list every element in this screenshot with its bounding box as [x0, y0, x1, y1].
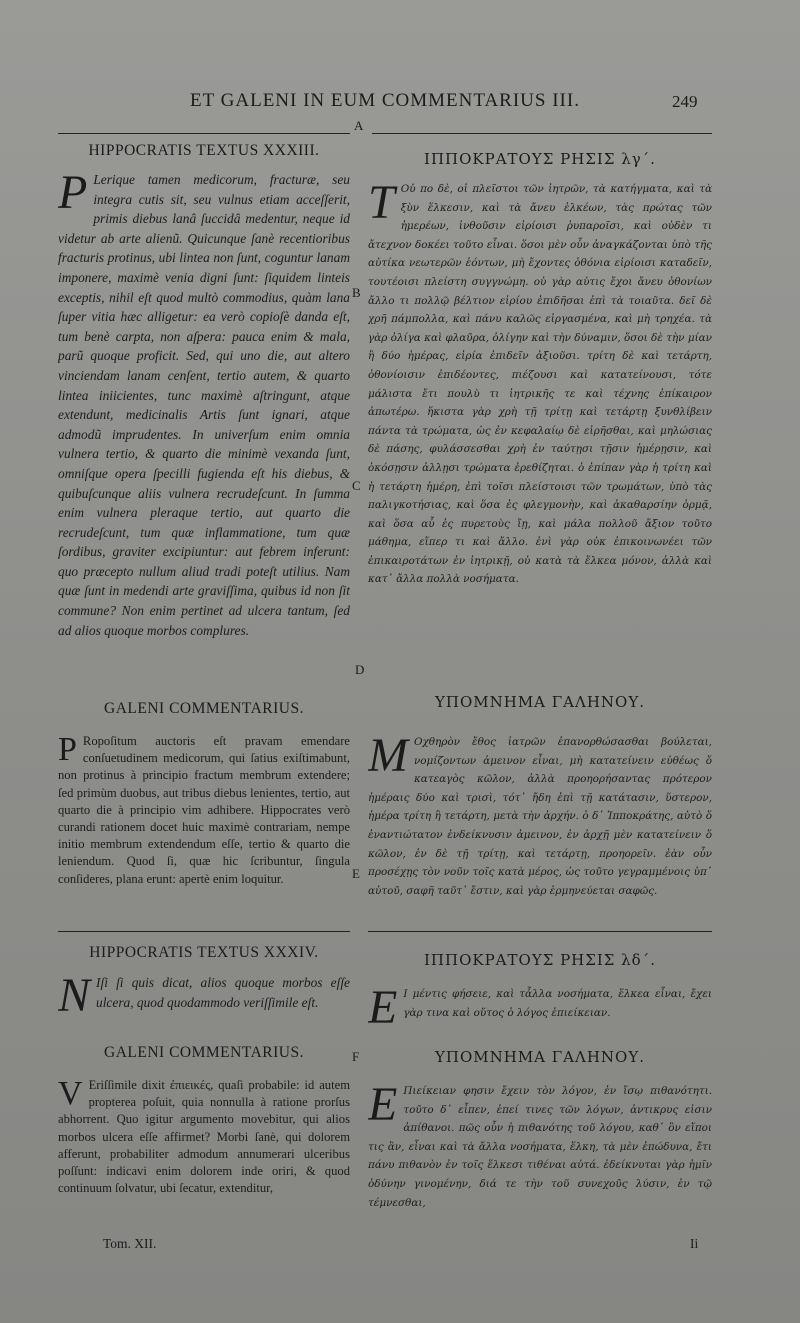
- paragraph-body: Iſi ſi quis dicat, alios quoque morbos eſſe ulcera, quod quodammodo veriſſimile eſt.: [96, 975, 350, 1010]
- running-head: ET GALENI IN EUM COMMENTARIUS III.: [190, 90, 580, 111]
- dropcap: V: [58, 1077, 83, 1112]
- margin-letter-a: A: [354, 118, 364, 133]
- dropcap: N: [58, 973, 91, 1022]
- gathering-signature: Ii: [690, 1236, 699, 1251]
- hypomnema-galenou-2-heading: ΥΠΟΜΝΗΜΑ ΓΑΛΗΝΟΥ.: [434, 1048, 646, 1066]
- hippocratis-textus-33-section: [58, 170, 350, 710]
- hippocratis-textus-33-text: [58, 170, 350, 640]
- hypomnema-galenou-1-heading: ΥΠΟΜΝΗΜΑ ΓΑΛΗΝΟΥ.: [434, 693, 646, 711]
- hippocratous-rhesis-33-heading: ΙΠΠΟΚΡΑΤΟΥΣ ΡΗΣΙΣ λγ΄.: [424, 150, 656, 168]
- hypomnema-galenou-1-section: [368, 733, 712, 911]
- margin-letter-f: F: [352, 1049, 360, 1064]
- hippocratis-textus-33-heading: HIPPOCRATIS TEXTUS XXXIII.: [88, 142, 320, 159]
- dropcap: P: [58, 733, 77, 768]
- margin-letter-c: C: [352, 478, 361, 493]
- paragraph-body: Ι μέντις φήσειε, καὶ τἆλλα νοσήματα, ἕλκεα εἶναι, ἔχει γὰρ τινα καὶ οὕτος ὁ λόγος ἐπιείκειαν.: [403, 988, 712, 1019]
- dropcap: P: [58, 170, 88, 219]
- galeni-commentarius-2-section: [58, 1077, 350, 1237]
- head-rule-right: [372, 133, 712, 134]
- dropcap: Μ: [368, 733, 408, 782]
- hypomnema-galenou-2-text: [368, 1082, 712, 1212]
- dropcap: Τ: [368, 180, 395, 229]
- galeni-commentarius-1-heading: GALENI COMMENTARIUS.: [104, 700, 304, 717]
- paragraph-body: Lerique tamen medicorum, fracturæ, seu integra cutis sit, seu vulnus etiam acceſſerit, primis diebus lanâ ſuccidâ medentur, neque id videtur ab arte alienũ. Quicunque ſanè recentioribus fracturis protinus, ubi lintea non ſunt, coguntur lanam imponere, maximè venia digni ſunt: ſiquidem linteis exceptis, nihil eſt quod multò commodius, quàm lana ſuper vitia hæc alligetur: ea verò copioſè danda eſt, tum benè carpta, non aſpera: pauca enim & mala, parũ quoque proficit. Sed, qui uno die, aut altero vinciendam lanam cenſent, tertio autem, & quarto lintea iniicientes, tunc maximè aſtringunt, atque extendunt, medicinalis Artis ſunt ignari, atque admodũ imprudentes. In univerſum enim omnia vulnera tertio, & quarto die minimè vexanda ſunt, omniſque opera ſpecilli fugienda eſt his diebus, & quibuſcunque aliis vulnera recrudeſcunt. In ſumma enim vulnera pleraque tertio, aut quarto die recrudeſcunt, tum quæ inflammatione, tum quæ ſordibus, graviter excipiuntur: aut febrem inferunt: quo præcepto nullum aliud tradi poteſt utilius. Nam quæ ſunt in medendi arte graviſſima, quibus id non ſit commune? Non enim pertinet ad ulcera tantum, ſed ad alios quoque morbos complures.: [58, 172, 350, 638]
- hippocratous-rhesis-34-text: [368, 985, 712, 1033]
- galeni-commentarius-1-section: [58, 733, 350, 911]
- hippocratous-rhesis-33-text: [368, 180, 712, 589]
- section-rule-left: [58, 931, 350, 932]
- hippocratous-rhesis-34-heading: ΙΠΠΟΚΡΑΤΟΥΣ ΡΗΣΙΣ λδ΄.: [424, 951, 656, 969]
- paragraph-body: Eriſſimile dixit ἐπιεικές, quaſi probabile: id autem propterea poſuit, quia nonnulla à ratione prorſus abhorrent. Quo igitur argumento movebitur, qui alios morbos ulcera eſſe affirmet? Morbi ſanè, qui dolorem afferunt, probabiliter admodum annumerari ulceribus poſſunt: indicavi enim dolorem inde oriri, & quod continuum ſolvatur, ubi ſecatur, extenditur,: [58, 1078, 350, 1196]
- hippocratis-textus-34-section: [58, 973, 350, 1035]
- section-rule-right: [368, 931, 712, 932]
- dropcap: Ε: [368, 1082, 398, 1131]
- paragraph-body: Ropoſitum auctoris eſt pravam emendare conſuetudinem medicorum, qui ſatius exiſtimabunt, non protinus à principio fractum membrum extendere; ſed primùm duobus, aut tribus diebus lenientes, tertio, aut quarto die à principio vim adhibere. Hippocrates verò curandi rationem docet huic maximè contrariam, nempe initio membrum extendendum eſſe, tertio & quarto die leniendum. Quod ſi, quæ hic ſcribuntur, ſingula conſideres, plana erunt: apertè enim loquitur.: [58, 734, 350, 886]
- paragraph-body: Οὐ πο δὲ, οἱ πλεῖστοι τῶν ἰητρῶν, τὰ κατήγματα, καὶ τὰ ξὺν ἕλκεσιν, καὶ τὰ ἄνευ ἑλκέων, τὰς πρώτας τῶν ἡμερέων, ἰνθοῦσιν εἰρίοισι ῥυπαροῖσι, καὶ οὐδὲν τι ἄτεχνον δοκέει τοῦτο εἶναι. ὅσοι μὲν οὖν ἀναγκάζονται ὑπὸ τῆς αὐτίκα νεωτερῶν ἐόντων, μὴ ἔχοντες ὀθόνια εἰρίοισι καταδεῖν, τουτέοισι πλείστη συγγνώμη. οὐ γὰρ αὐτις ἔχοι ἄνευ ὀθονίων ἄλλο τι πολλῷ βέλτιον εἰρίου ἐπιδῆσαι ἐπὶ τὰ τοιαῦτα. δεῖ δὲ χρῆ πάμπολλα, καὶ πάνυ καλῶς εἰργασμένα, καὶ μὴ τρηχέα. τὰ γὰρ ὀλίγα καὶ φλαῦρα, ὀλίγην καὶ τὴν δύναμιν, ὅσοι δὲ τὴν μίαν ἢ δύο ἡμέρας, εἰρία ἐπιδεῖν ἀξιοῦσι. τρίτη δὲ καὶ τετάρτη, ὀθονίοισιν ἐπιδέοντες, πιέζουσι καὶ κατατείνουσι, τότε μάλιστα ἔτι πουλὺ τι ἰητρικῆς τε καὶ τέχνης ἐπίκαιρον ἀπωτέρω. ἥκιστα γὰρ χρὴ τῇ τρίτῃ καὶ τετάρτῃ ξυνθλίβειν πάντα τὰ τρώματα, ὡς ἐν κεφαλαίῳ δὲ εἰρῆσθαι, καὶ μηλώσιας δὲ πάσης, φυλάσσεσθαι χρὴ ἐν ταύτῃσι τῇσιν ἡμέρῃσιν, καὶ ὁκόσῃσιν ἀλλῃσι τρώματα ἐρεθίζηται. ὁ ἐπίπαν γὰρ ἡ τρίτη καὶ ἡ τετάρτη ἡμέρη, ἐπὶ τοῖσι πλείστοισι τῶν τρωμάτων, ὑπὸ τὰς παλιγκοτήσιας, καὶ ὅσα ἐς φλεγμονὴν, καὶ ἀκαθαρσίην ὁρμᾷ, καὶ ὅσα αὖ ἐς πυρετοὺς ἴῃ, καὶ μάλα πολλοῦ ἄξιον τοῦτο μάθημα, εἴπερ τι καὶ ἄλλο. ἐνὶ γὰρ οὐκ ἐπικοινωνέει τῶν ἐπικαιροτάτων ἐν ἰητρικῇ, οὐ κατὰ τὰ ἕλκεα μόνον, ἀλλὰ καὶ κατ᾽ ἄλλα πολλὰ νοσήματα.: [368, 183, 712, 586]
- galeni-commentarius-2-text: [58, 1077, 350, 1197]
- margin-letter-d: D: [355, 662, 365, 677]
- hippocratis-textus-34-text: [58, 973, 350, 1022]
- head-rule-left: [58, 133, 350, 134]
- galeni-commentarius-1-text: [58, 733, 350, 888]
- galeni-commentarius-2-heading: GALENI COMMENTARIUS.: [104, 1044, 304, 1061]
- dropcap: Ε: [368, 985, 398, 1033]
- margin-letter-e: E: [352, 866, 360, 881]
- hypomnema-galenou-2-section: [368, 1082, 712, 1232]
- paragraph-body: Οχθηρὸν ἔθος ἰατρῶν ἐπανορθώσασθαι βούλεται, νομίζοντων ἀμεινον εἶναι, μὴ κατατείνειν εὐθέως ὅ κατεαγὸς κῶλον, ἀλλὰ προηορήσαντας πρότερον ἡμέραις δύο καὶ τρισὶ, τότ᾽ ἤδη ἐπὶ τῇ κατάτασιν, ὕστερον, ἡμέρα τρίτη ἢ τετάρτη, μετὰ τὴν ἀρχήν. ὁ δ᾽ Ἱπποκράτης, αὐτὸ ὅ ἐναντιώτατον ἐνδείκνυσιν ἀμεινον, ἐν ἀρχῇ μὲν κατατείνειν ὅ κῶλον, ἐν δὲ τῇ τρίτῃ, καὶ τετάρτῃ, προηορεῖν. ἐὰν οὖν προσέχῃς τὸν νοῦν τοῖς κατὰ μέρος, ὡς τοῦτο γεγραμμένοις ὑπ᾽ αὐτοῦ, σαφῆ ταῦτ᾽ ἔστιν, καὶ γὰρ ἑρμηνεύεται σαφῶς.: [368, 736, 712, 897]
- hippocratis-textus-34-heading: HIPPOCRATIS TEXTUS XXXIV.: [89, 944, 319, 961]
- hippocratous-rhesis-33-section: [368, 180, 712, 680]
- margin-letter-b: B: [352, 285, 361, 300]
- hypomnema-galenou-1-text: [368, 733, 712, 900]
- page-number: 249: [672, 92, 698, 111]
- paragraph-body: Πιείκειαν φησιν ἔχειν τὸν λόγον, ἐν ἴσῳ πιθανότητι. τοῦτο δ᾽ εἶπεν, ἐπεί τινες τῶν λόγων, ἀντικρυς εἰσιν ἀπίθανοι. πῶς οὖν ἡ πιθανότης τοῦ λόγου, καθ᾽ ὃν εἴποι τις ἂν, εἶναι καὶ τὰ ἄλλα νοσήματα, ἕλκη, τὰ μὲν ἐπώδυνα, ἔτι πάνυ πιθανὸν ἐν τοῖς ἕλκεσι τιθέναι αὐτά. ἐδείκνυται γὰρ ἡμῖν ὀδύνην γινομένην, διά τε τὴν τοῦ συνεχοῦς λύσιν, ἐν τῷ τέμνεσθαι,: [368, 1085, 712, 1209]
- volume-signature: Tom. XII.: [103, 1236, 157, 1251]
- hippocratous-rhesis-34-section: [368, 985, 712, 1033]
